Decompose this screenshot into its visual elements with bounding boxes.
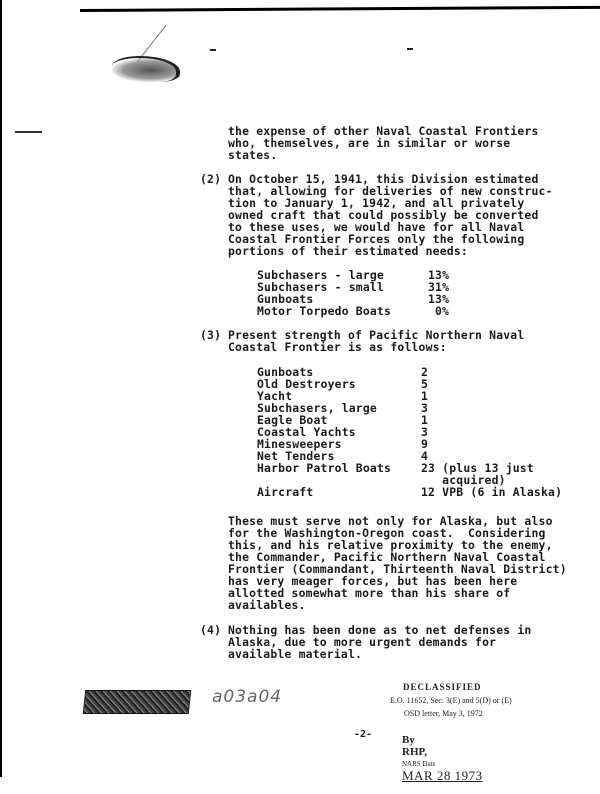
table-row-label: Subchasers - large <box>257 268 385 282</box>
scan-top-edge <box>80 6 600 12</box>
handwritten-document-id: a03a04 <box>212 687 283 707</box>
table-row-label: Harbor Patrol Boats <box>257 461 392 475</box>
declassified-stamp-authority: E.O. 11652, Sec. 3(E) and 5(D) or (E) <box>390 696 512 705</box>
declassified-stamp-signoff <box>393 724 483 794</box>
table-row-label: Coastal Yachts <box>257 425 356 439</box>
stamp-by-initials: RHP, <box>402 746 427 758</box>
section-number: (3) <box>200 328 222 342</box>
table-row-label: Yacht <box>257 389 293 403</box>
section-number: (4) <box>200 623 222 637</box>
body-line: who, themselves, are in similar or worse <box>228 136 511 150</box>
body-line: states. <box>228 148 278 162</box>
table-row-value: 3 <box>421 401 429 415</box>
body-line: this, and his relative proximity to the enemy, <box>228 538 553 552</box>
table-row-value: 9 <box>421 437 429 451</box>
table-row-value: 5 <box>421 377 429 391</box>
body-line: Coastal Frontier Forces only the following <box>228 232 525 246</box>
table-row-label: Net Tenders <box>257 449 335 463</box>
declassified-stamp-letter: OSD letter, May 3, 1972 <box>404 709 483 718</box>
table-row-label: Subchasers - small <box>257 280 385 294</box>
body-line: available material. <box>228 647 363 661</box>
scan-speck <box>210 49 216 51</box>
body-line: portions of their estimated needs: <box>228 244 468 258</box>
table-row-label: Subchasers, large <box>257 401 377 415</box>
page-number: -2- <box>354 729 373 740</box>
stamp-nars-label: NARS Date <box>402 760 436 768</box>
scan-smudge <box>112 56 180 82</box>
table-row-label: Gunboats <box>257 365 314 379</box>
body-line: Frontier (Commandant, Thirteenth Naval District) <box>228 562 567 576</box>
table-row-value: 4 <box>421 449 429 463</box>
body-line: for the Washington-Oregon coast. Considering <box>228 526 546 540</box>
table-row-value: 0% <box>435 304 450 318</box>
stamp-by-label: By <box>402 734 415 746</box>
table-row-label: Gunboats <box>257 292 314 306</box>
body-line: availables. <box>228 598 306 612</box>
body-line: Nothing has been done as to net defenses in <box>228 623 532 637</box>
margin-mark <box>15 131 42 133</box>
body-line: the Commander, Pacific Northern Naval Coastal <box>228 550 546 564</box>
table-row-label: Aircraft <box>257 485 314 499</box>
table-row-value-continued: acquired) <box>421 473 506 487</box>
section-number: (2) <box>200 172 222 186</box>
body-line: On October 15, 1941, this Division estimated <box>228 172 539 186</box>
body-line: Alaska, due to more urgent demands for <box>228 635 497 649</box>
scan-edge <box>0 0 2 777</box>
redaction-block <box>83 690 192 714</box>
table-row-value: 12 VPB (6 in Alaska) <box>421 485 563 499</box>
declassified-stamp-title: DECLASSIFIED <box>403 682 482 692</box>
body-line: owned craft that could possibly be converted <box>228 208 539 222</box>
body-line: to these uses, we would have for all Naval <box>228 220 525 234</box>
table-row-value: 1 <box>421 389 429 403</box>
stamp-date: MAR 28 1973 <box>402 768 483 783</box>
table-row-value: 13% <box>428 292 450 306</box>
table-row-value: 2 <box>421 365 429 379</box>
table-row-value: 3 <box>421 425 429 439</box>
table-row-value: 1 <box>421 413 429 427</box>
body-line: tion to January 1, 1942, and all privately <box>228 196 525 210</box>
table-row-value: 13% <box>428 268 450 282</box>
table-row-label: Minesweepers <box>257 437 342 451</box>
body-line: the expense of other Naval Coastal Frontiers <box>228 124 539 138</box>
body-line: Coastal Frontier is as follows: <box>228 340 447 354</box>
body-line: has very meager forces, but has been here <box>228 574 518 588</box>
scan-speck <box>407 48 413 50</box>
table-row-value: 23 (plus 13 just <box>421 461 534 475</box>
body-line: that, allowing for deliveries of new construc- <box>228 184 553 198</box>
table-row-label: Old Destroyers <box>257 377 356 391</box>
body-line: These must serve not only for Alaska, but also <box>228 514 553 528</box>
table-row-label: Motor Torpedo Boats <box>257 304 392 318</box>
body-line: allotted somewhat more than his share of <box>228 586 511 600</box>
body-line: Present strength of Pacific Northern Naval <box>228 328 525 342</box>
table-row-value: 31% <box>428 280 450 294</box>
table-row-label: Eagle Boat <box>257 413 328 427</box>
